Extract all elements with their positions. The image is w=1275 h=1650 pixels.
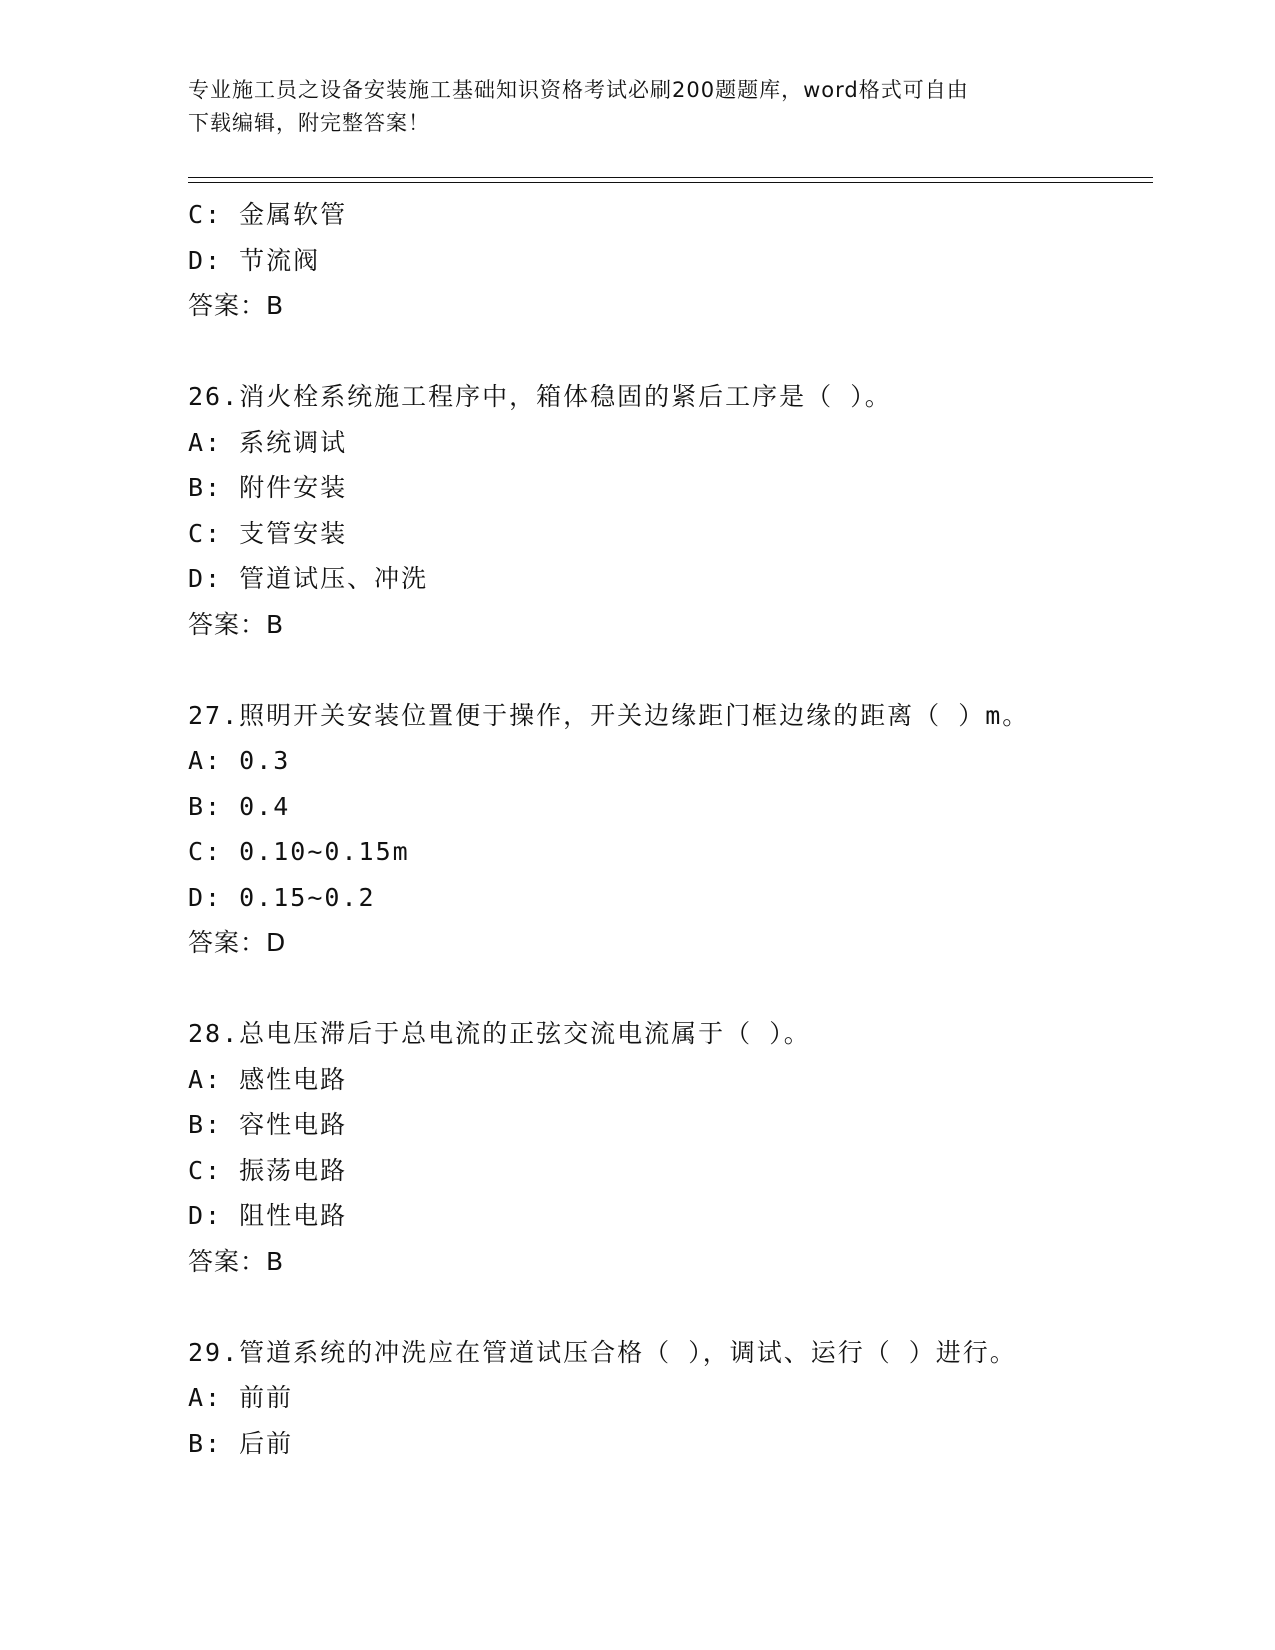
option-c: C: 支管安装 (188, 518, 348, 548)
question-list (188, 192, 1153, 1466)
question-text: 27.照明开关安装位置便于操作，开关边缘距门框边缘的距离（ ）m。 (188, 700, 1030, 730)
option-d: D: 阻性电路 (188, 1201, 348, 1230)
question-text: 26.消火栓系统施工程序中，箱体稳固的紧后工序是（ ）。 (188, 382, 892, 411)
option-d: D: 管道试压、冲洗 (188, 564, 429, 593)
option-b: B: 0.4 (188, 791, 291, 821)
option-c: C: 0.10~0.15m (188, 837, 410, 866)
option-a: A: 感性电路 (188, 1064, 348, 1094)
answer-line: 答案：D (188, 928, 287, 957)
question-25-tail (188, 192, 1153, 329)
question-29 (188, 1330, 1153, 1467)
question-text: 29.管道系统的冲洗应在管道试压合格（ ），调试、运行（ ）进行。 (188, 1337, 1017, 1367)
header-divider-bottom (188, 182, 1153, 183)
header-title-line-1: 专业施工员之设备安装施工基础知识资格考试必刷200题题库，word格式可自由 (188, 78, 969, 102)
option-a: A: 系统调试 (188, 427, 348, 457)
option-b: B: 容性电路 (188, 1110, 348, 1139)
document-header (188, 74, 1068, 140)
option-d: D: 节流阀 (188, 245, 321, 275)
header-divider-top (188, 177, 1153, 178)
question-28 (188, 1011, 1153, 1284)
spacer (188, 329, 1153, 375)
option-a: A: 0.3 (188, 746, 291, 775)
answer-line: 答案：B (188, 609, 285, 639)
spacer (188, 647, 1153, 693)
option-b: B: 后前 (188, 1428, 294, 1458)
answer-line: 答案：B (188, 291, 285, 320)
spacer (188, 966, 1153, 1012)
option-b: B: 附件安装 (188, 473, 348, 502)
option-c: C: 金属软管 (188, 200, 348, 229)
option-a: A: 前前 (188, 1383, 294, 1412)
question-text: 28.总电压滞后于总电流的正弦交流电流属于（ ）。 (188, 1019, 811, 1048)
option-c: C: 振荡电路 (188, 1155, 348, 1185)
option-d: D: 0.15~0.2 (188, 882, 376, 912)
header-title-line-2: 下载编辑，附完整答案！ (188, 111, 430, 135)
question-26 (188, 374, 1153, 647)
answer-line: 答案：B (188, 1246, 285, 1276)
question-27 (188, 693, 1153, 966)
spacer (188, 1284, 1153, 1330)
